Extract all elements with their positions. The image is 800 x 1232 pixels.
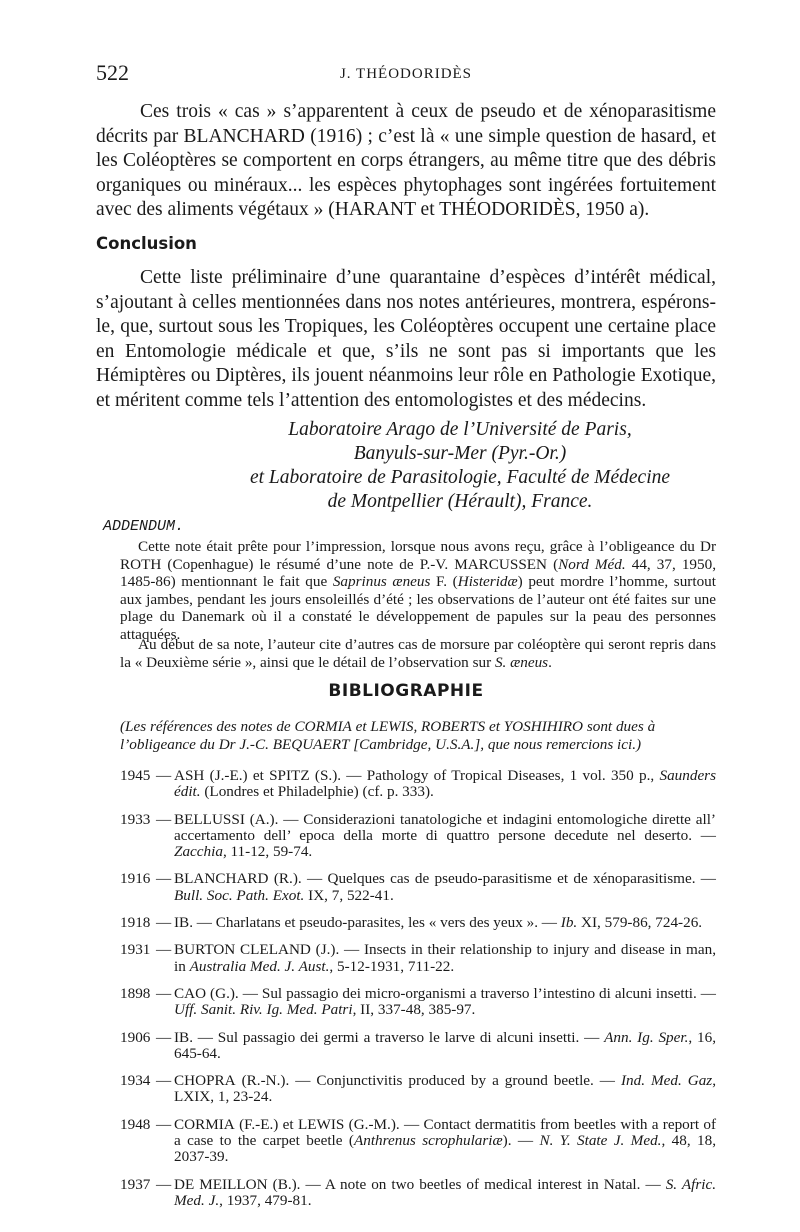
reference-author: DE MEILLON — [174, 1175, 268, 1193]
reference-item: 1898 — CAO (G.). — Sul passagio dei micro-organismi a traverso l’intestino di alcuni insetti. — Uff. Sanit. Riv. Ig. Med. Patri, II, 337-48, 385-97. — [120, 984, 716, 1019]
species-name: S. æneus — [494, 653, 549, 671]
reference-year: 1937 — [120, 1175, 151, 1193]
reference-author: BLANCHARD — [174, 870, 269, 888]
addendum-title: ADDENDUM. — [103, 518, 185, 535]
reference-author: ASH — [174, 767, 205, 784]
addendum-paragraph: Au début de sa note, l’auteur cite d’autres cas de morsure par coléoptère qui seront repris dans la « Deuxième série », ainsi que le détail de l’observation sur S. æneus. — [120, 636, 716, 671]
address-line: Banyuls-sur-Mer (Pyr.-Or.) — [353, 443, 567, 464]
reference-author: IB. — [174, 913, 193, 931]
intro-paragraph: Ces trois « cas » s’apparentent à ceux de pseudo et de xénoparasitisme décrits par BLANCHARD (1916) ; c’est là « une simple question de hasard, et les Coléoptères se comportent en corps étrangers, au même titre que des débris organiques ou minéraux... les espèces phytophages sont ingérées fortuitement avec des aliments végétaux » (HARANT et THÉODORIDÈS, 1950 a). — [96, 101, 716, 221]
reference-item: 1945 — ASH (J.-E.) et SPITZ (S.). — Pathology of Tropical Diseases, 1 vol. 350 p., Saunders édit. (Londres et Philadelphie) (cf. p. 333). — [120, 767, 716, 801]
addendum-paragraph: Cette note était prête pour l’impression, lorsque nous avons reçu, grâce à l’obligeance du Dr ROTH (Copenhague) le résumé d’une note de P.-V. MARCUSSEN (Nord Méd. 44, 37, 1950, 1485-86) mentionnant le fait que Saprinus æneus F. (Histeridæ) peut mordre l’homme, surtout aux jambes, pendant les jours ensoleillés d’été ; les observations de l’auteur ont été faites sur une plage du Danemark où il a constaté le développement de papules sur la peau des personnes attaquées. — [120, 538, 716, 643]
reference-year: 1906 — [120, 1028, 151, 1046]
author-name: ROTH — [120, 555, 162, 573]
reference-year: 1948 — [120, 1115, 151, 1133]
running-title: J. THÉODORIDÈS — [339, 66, 473, 82]
reference-year: 1933 — [120, 810, 151, 828]
journal-title: Nord Méd. — [558, 555, 626, 573]
reference-author: IB. — [174, 1028, 193, 1046]
bibliography-note: (Les références des notes de CORMIA et LEWIS, ROBERTS et YOSHIHIRO sont dues à l’obligeance du Dr J.-C. BEQUAERT [Cambridge, U.S.A.], que nous remercions ici.) — [120, 718, 656, 753]
reference-year: 1898 — [120, 984, 151, 1002]
reference-author: CAO — [174, 984, 207, 1002]
reference-author: BURTON CLELAND — [174, 941, 311, 959]
conclusion-paragraph: Cette liste préliminaire d’une quarantaine d’espèces d’intérêt médical, s’ajoutant à celles mentionnées dans nos notes antérieures, montrera, espérons-le, que, surtout sous les Tropiques, les Coléoptères occupent une certaine place en Entomologie médicale et que, s’ils ne sont pas si importants que les Hémiptères ou Diptères, ils jouent néanmoins leur rôle en Pathologie Exotique, et méritent comme tels l’attention des entomologistes et des médecins. — [96, 267, 716, 411]
reference-item: 1933 — BELLUSSI (A.). — Considerazioni tanatologiche et indagini entomologiche dirette all’ accertamento dell’ epoca della morte di quattro persone decedute nel deserto. — Zacchia, 11-12, 59-74. — [120, 810, 716, 860]
reference-year: 1934 — [120, 1072, 151, 1090]
reference-author: BELLUSSI — [174, 810, 245, 828]
reference-year: 1931 — [120, 941, 151, 959]
reference-item: 1948 — CORMIA (F.-E.) et LEWIS (G.-M.). — Contact dermatitis from beetles with a report of a case to the carpet beetle (Anthrenus scrophulariæ). — N. Y. State J. Med., 48, 18, 2037-39. — [120, 1115, 716, 1166]
address-line: de Montpellier (Hérault), France. — [327, 491, 593, 512]
reference-item: 1934 — CHOPRA (R.-N.). — Conjunctivitis produced by a ground beetle. — Ind. Med. Gaz, LXIX, 1, 23-24. — [120, 1072, 717, 1106]
reference-item: 1916 — BLANCHARD (R.). — Quelques cas de pseudo-parasitisme et de xénoparasitisme. — Bull. Soc. Path. Exot. IX, 7, 522-41. — [120, 870, 716, 904]
family-name: Histeridæ — [457, 573, 518, 591]
page-number: 522 — [96, 60, 129, 85]
reference-list — [120, 768, 716, 1220]
reference-item: 1906 — IB. — Sul passagio dei germi a traverso le larve di alcuni insetti. — Ann. Ig. Sper., 16, 645-64. — [120, 1028, 717, 1062]
author-name: MARCUSSEN — [454, 555, 548, 573]
reference-year: 1916 — [120, 870, 151, 888]
bibliography-heading: BIBLIOGRAPHIE — [328, 681, 484, 701]
reference-item: 1931 — BURTON CLELAND (J.). — Insects in their relationship to injury and disease in man, in Australia Med. J. Aust., 5-12-1931, 711-22. — [120, 941, 716, 975]
page-header — [96, 60, 716, 90]
author-address — [200, 418, 720, 514]
address-line: Laboratoire Arago de l’Université de Paris, — [288, 419, 632, 440]
conclusion-heading: Conclusion — [96, 234, 197, 253]
species-name: Saprinus æneus — [332, 573, 431, 591]
reference-item: 1937 — DE MEILLON (B.). — A note on two beetles of medical interest in Natal. — S. Afric. Med. J., 1937, 479-81. — [120, 1175, 716, 1209]
reference-author: CHOPRA — [174, 1072, 236, 1090]
address-line: et Laboratoire de Parasitologie, Faculté de Médecine — [249, 467, 671, 488]
reference-year: 1918 — [120, 913, 151, 931]
reference-author: CORMIA — [174, 1115, 235, 1133]
reference-year: 1945 — [120, 767, 151, 784]
reference-item: 1918 — IB. — Charlatans et pseudo-parasites, les « vers des yeux ». — Ib. XI, 579-86, 724-26. — [120, 913, 703, 931]
